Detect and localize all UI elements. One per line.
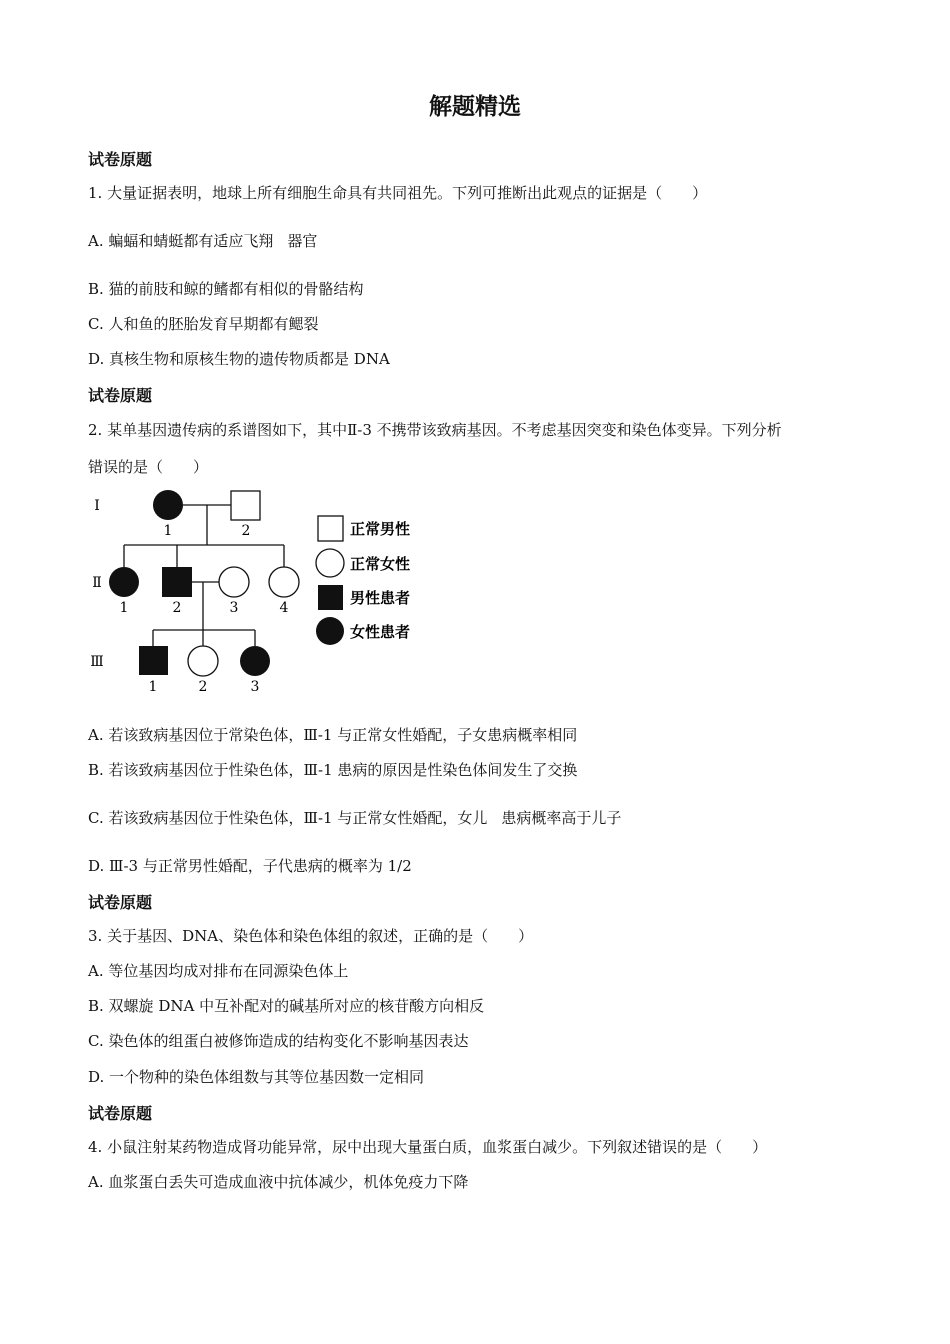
generation-label: Ⅰ: [94, 498, 100, 514]
legend-affected-female-icon: [316, 617, 344, 645]
member-number: 3: [250, 679, 260, 695]
pedigree-II2-affected-male: [162, 567, 192, 597]
legend-normal-male-icon: [318, 516, 343, 541]
pedigree-II4-normal-female: [269, 567, 299, 597]
q1-stem: 1. 大量证据表明，地球上所有细胞生命具有共同祖先。下列可推断出此观点的证据是（ ）: [88, 184, 708, 202]
q2-option-c: [88, 807, 621, 828]
q2-option-a: A. 若该致病基因位于常染色体，Ⅲ-1 与正常女性婚配，子女患病概率相同: [88, 726, 578, 744]
q2-option-c-text-end: 患病概率高于儿子: [501, 809, 622, 827]
member-number: 1: [148, 679, 158, 695]
q3-option-b: B. 双螺旋 DNA 中互补配对的碱基所对应的核苷酸方向相反: [88, 997, 485, 1015]
pedigree-chart: [82, 482, 432, 697]
generation-label: Ⅱ: [92, 575, 102, 591]
generation-label: Ⅲ: [90, 654, 104, 670]
member-number: 1: [119, 600, 129, 616]
member-number: 4: [279, 600, 289, 616]
q1-option-d: D. 真核生物和原核生物的遗传物质都是 DNA: [88, 350, 390, 368]
q1-option-a: [88, 230, 317, 251]
q4-option-a: A. 血浆蛋白丢失可造成血液中抗体减少，机体免疫力下降: [88, 1173, 469, 1191]
legend-normal-female-label: 正常女性: [350, 555, 411, 573]
pedigree-II1-affected-female: [109, 567, 139, 597]
legend-affected-male-label: 男性患者: [350, 589, 411, 607]
q1-option-b: B. 猫的前肢和鲸的鳍都有相似的骨骼结构: [88, 280, 364, 298]
section-heading: 试卷原题: [88, 1104, 153, 1123]
member-number: 2: [172, 600, 182, 616]
section-heading: 试卷原题: [88, 386, 153, 405]
q3-option-a: A. 等位基因均成对排布在同源染色体上: [88, 962, 349, 980]
q1-option-a-text-end: 器官: [287, 232, 318, 250]
pedigree-III3-affected-female: [240, 646, 270, 676]
section-heading: 试卷原题: [88, 150, 153, 169]
member-number: 2: [241, 523, 251, 539]
pedigree-III2-normal-female: [188, 646, 218, 676]
q2-stem-line1: 2. 某单基因遗传病的系谱图如下，其中Ⅱ-3 不携带该致病基因。不考虑基因突变和染色体变异。下列分析: [88, 421, 782, 439]
q2-option-c-text: C. 若该致病基因位于性染色体，Ⅲ-1 与正常女性婚配，女儿: [88, 809, 488, 827]
member-number: 1: [163, 523, 173, 539]
q2-option-d: D. Ⅲ-3 与正常男性婚配，子代患病的概率为 1/2: [88, 857, 412, 875]
q1-option-a-text: A. 蝙蝠和蜻蜓都有适应飞翔: [88, 232, 274, 250]
q3-option-c: C. 染色体的组蛋白被修饰造成的结构变化不影响基因表达: [88, 1032, 469, 1050]
member-number: 2: [198, 679, 208, 695]
q2-option-b: B. 若该致病基因位于性染色体，Ⅲ-1 患病的原因是性染色体间发生了交换: [88, 761, 578, 779]
page-title: 解题精选: [429, 93, 521, 120]
legend-affected-female-label: 女性患者: [350, 623, 411, 641]
legend-normal-male-label: 正常男性: [350, 520, 411, 538]
q3-stem: 3. 关于基因、DNA、染色体和染色体组的叙述，正确的是（ ）: [88, 927, 534, 945]
pedigree-I2-normal-male: [231, 491, 260, 520]
q2-stem-line2: 错误的是（ ）: [88, 458, 209, 476]
q3-option-d: D. 一个物种的染色体组数与其等位基因数一定相同: [88, 1068, 425, 1086]
pedigree-II3-normal-female: [219, 567, 249, 597]
q1-option-c: C. 人和鱼的胚胎发育早期都有鳃裂: [88, 315, 319, 333]
legend-normal-female-icon: [316, 549, 344, 577]
pedigree-I1-affected-female: [153, 490, 183, 520]
section-heading: 试卷原题: [88, 893, 153, 912]
member-number: 3: [229, 600, 239, 616]
legend-affected-male-icon: [318, 585, 343, 610]
pedigree-III1-affected-male: [139, 646, 168, 675]
q4-stem: 4. 小鼠注射某药物造成肾功能异常，尿中出现大量蛋白质，血浆蛋白减少。下列叙述错误的是（ ）: [88, 1138, 768, 1156]
